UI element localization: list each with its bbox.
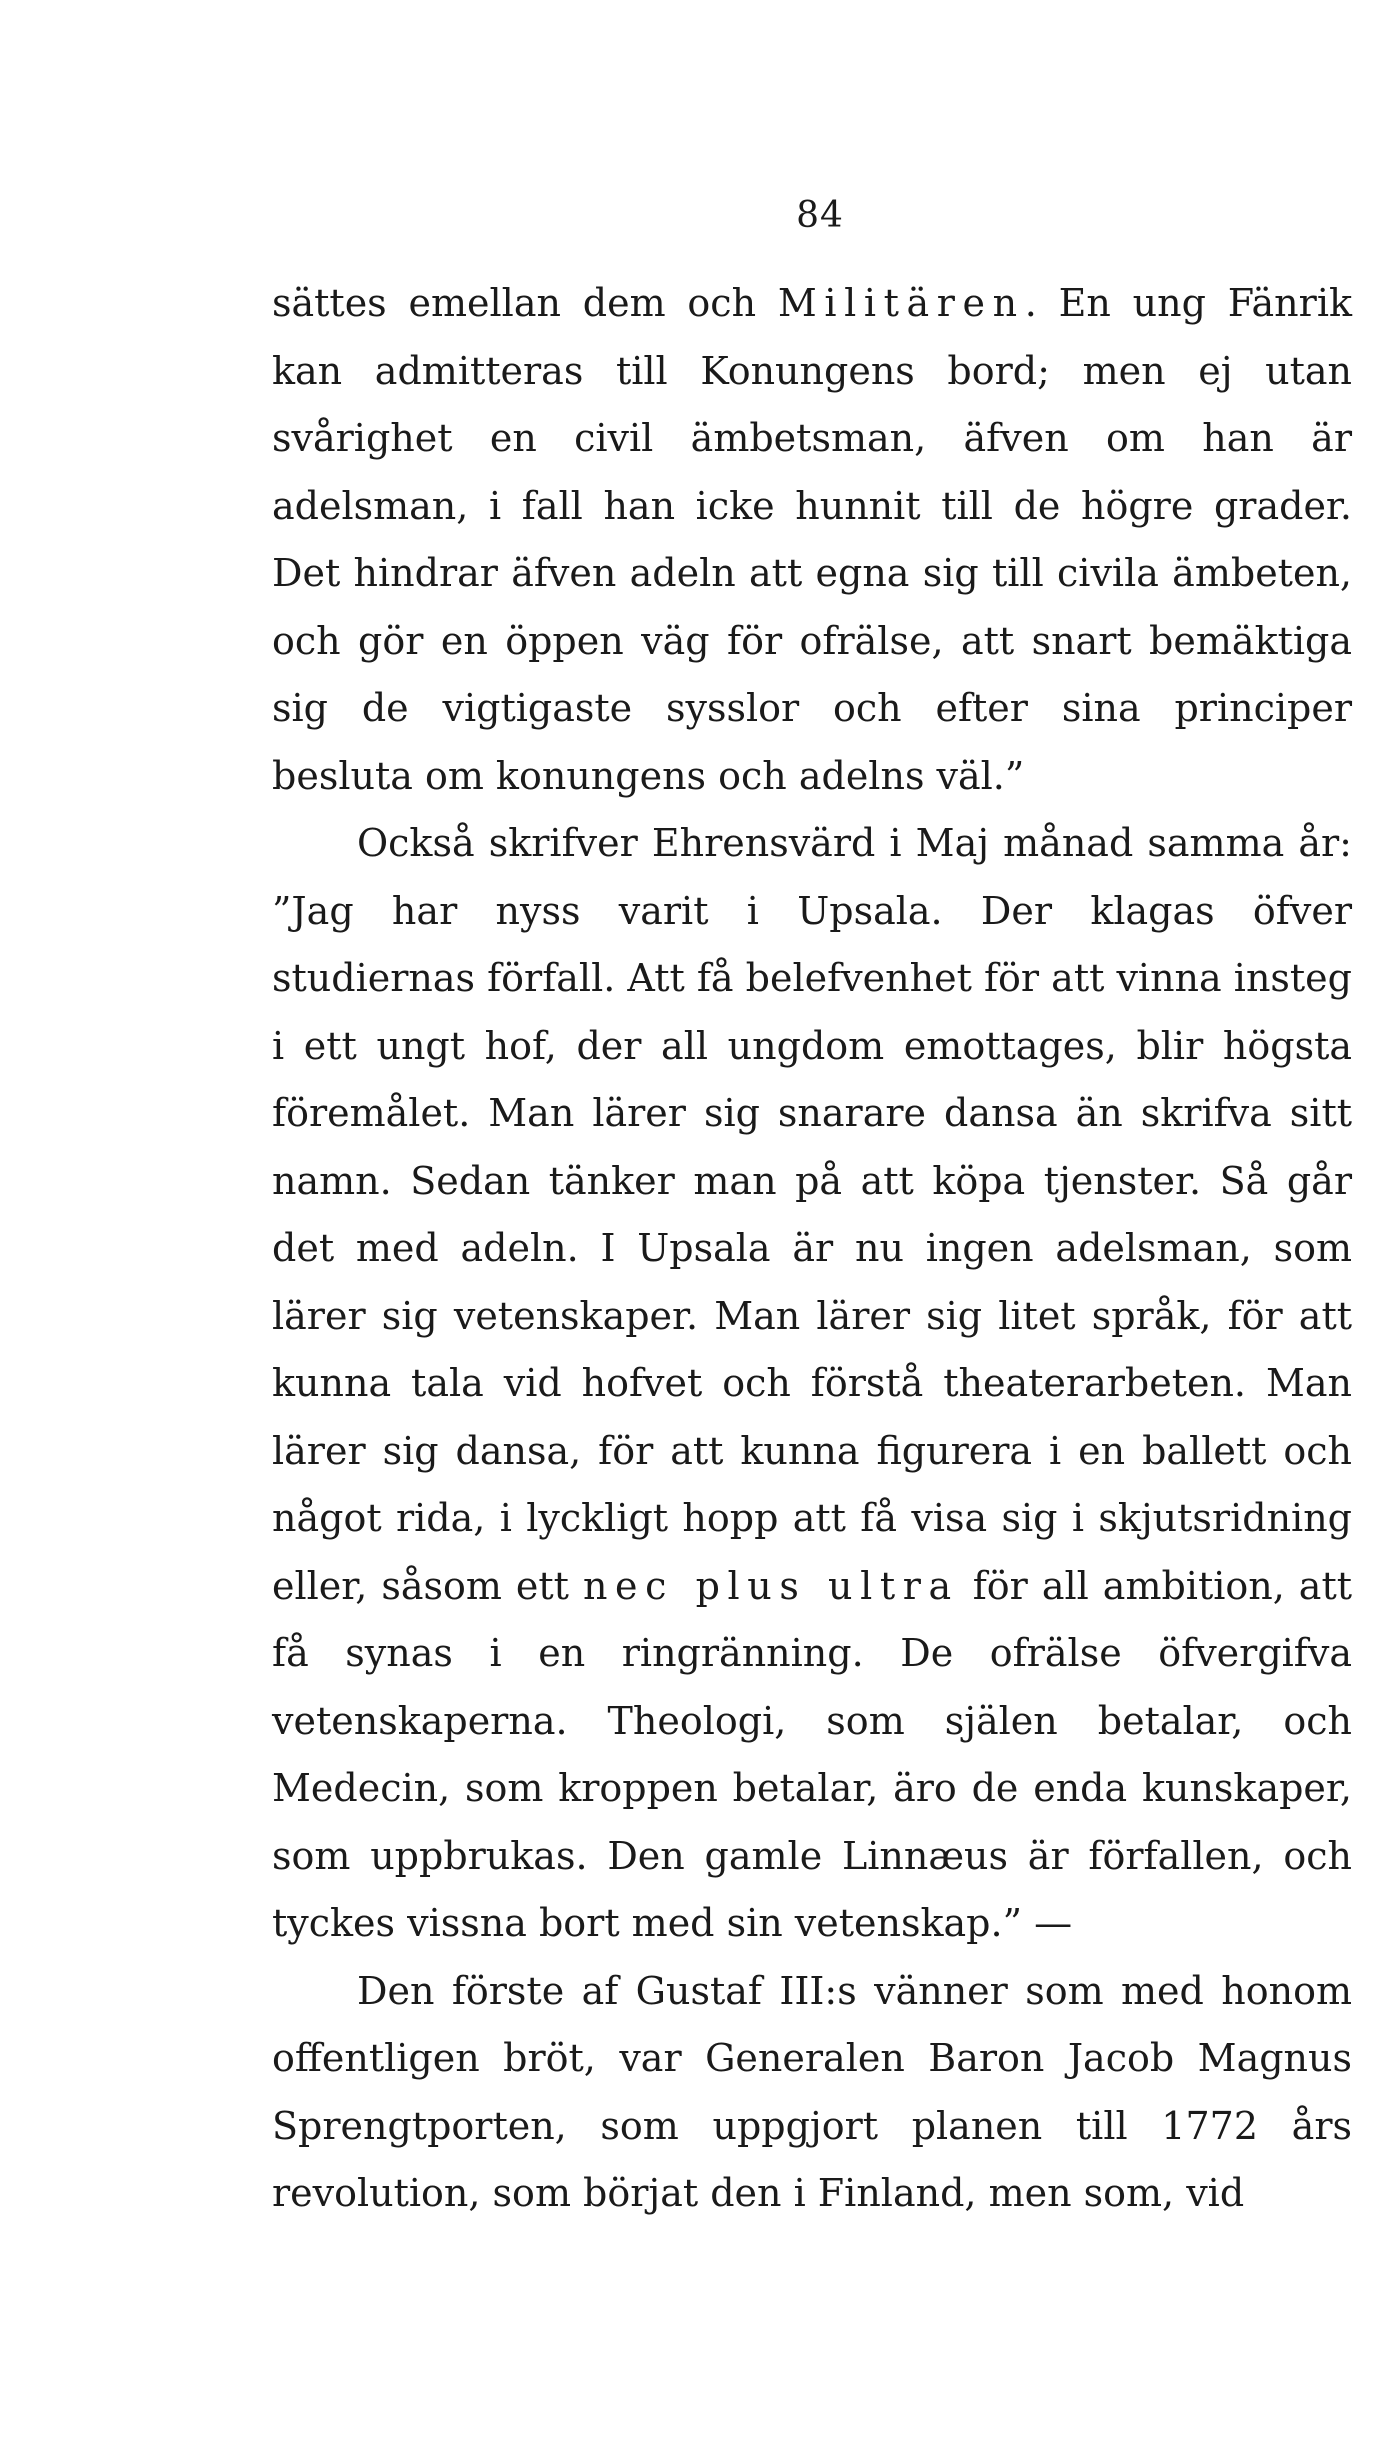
paragraph-3 <box>272 1958 1352 2228</box>
paragraph-1 <box>272 270 1352 810</box>
page-number: 84 <box>796 195 844 236</box>
text-segment: Den förste af Gustaf III:s vänner som med honom offentligen bröt, var Generalen Baron Jacob Magnus Sprengtporten, som uppgjort planen till 1772 års revolution, som börjat den i Finland, men som, vid <box>272 1968 1352 2215</box>
emphasized-text: Militären <box>777 281 1025 325</box>
body-text <box>272 270 1352 2228</box>
paragraph-2 <box>272 810 1352 1958</box>
text-segment: . En ung Fänrik kan admitteras till Konungens bord; men ej utan svårighet en civil ämbetsman, äfven om han är adelsman, i fall han icke hunnit till de högre grader. Det hindrar äfven adeln att egna sig till civila ämbeten, och gör en öppen väg för ofrälse, att snart bemäktiga sig de vigtigaste sysslor och efter sina principer besluta om konungens och adelns väl.” <box>272 281 1352 798</box>
emphasized-text: nec plus ultra <box>582 1563 959 1608</box>
text-segment: för all ambition, att få synas i en ringränning. De ofrälse öfvergifva vetenskaperna. Theologi, som själen betalar, och Medecin, som kroppen betalar, äro de enda kunskaper, som uppbrukas. Den gamle Linnæus är förfallen, och tyckes vissna bort med sin vetenskap.” — <box>272 1563 1353 1945</box>
text-segment: sättes emellan dem och <box>272 281 778 325</box>
text-segment: Också skrifver Ehrensvärd i Maj månad samma år: ”Jag har nyss varit i Upsala. Der klagas öfver studiernas förfall. Att få belefvenhet för att vinna insteg i ett ungt hof, der all ungdom emottages, blir högsta föremålet. Man lärer sig snarare dansa än skrifva sitt namn. Sedan tänker man på att köpa tjenster. Så går det med adeln. I Upsala är nu ingen adelsman, som lärer sig vetenskaper. Man lärer sig litet språk, för att kunna tala vid hofvet och förstå theaterarbeten. Man lärer sig dansa, för att kunna figurera i en ballett och något rida, i lyckligt hopp att få visa sig i skjutsridning eller, såsom ett <box>272 821 1352 1608</box>
